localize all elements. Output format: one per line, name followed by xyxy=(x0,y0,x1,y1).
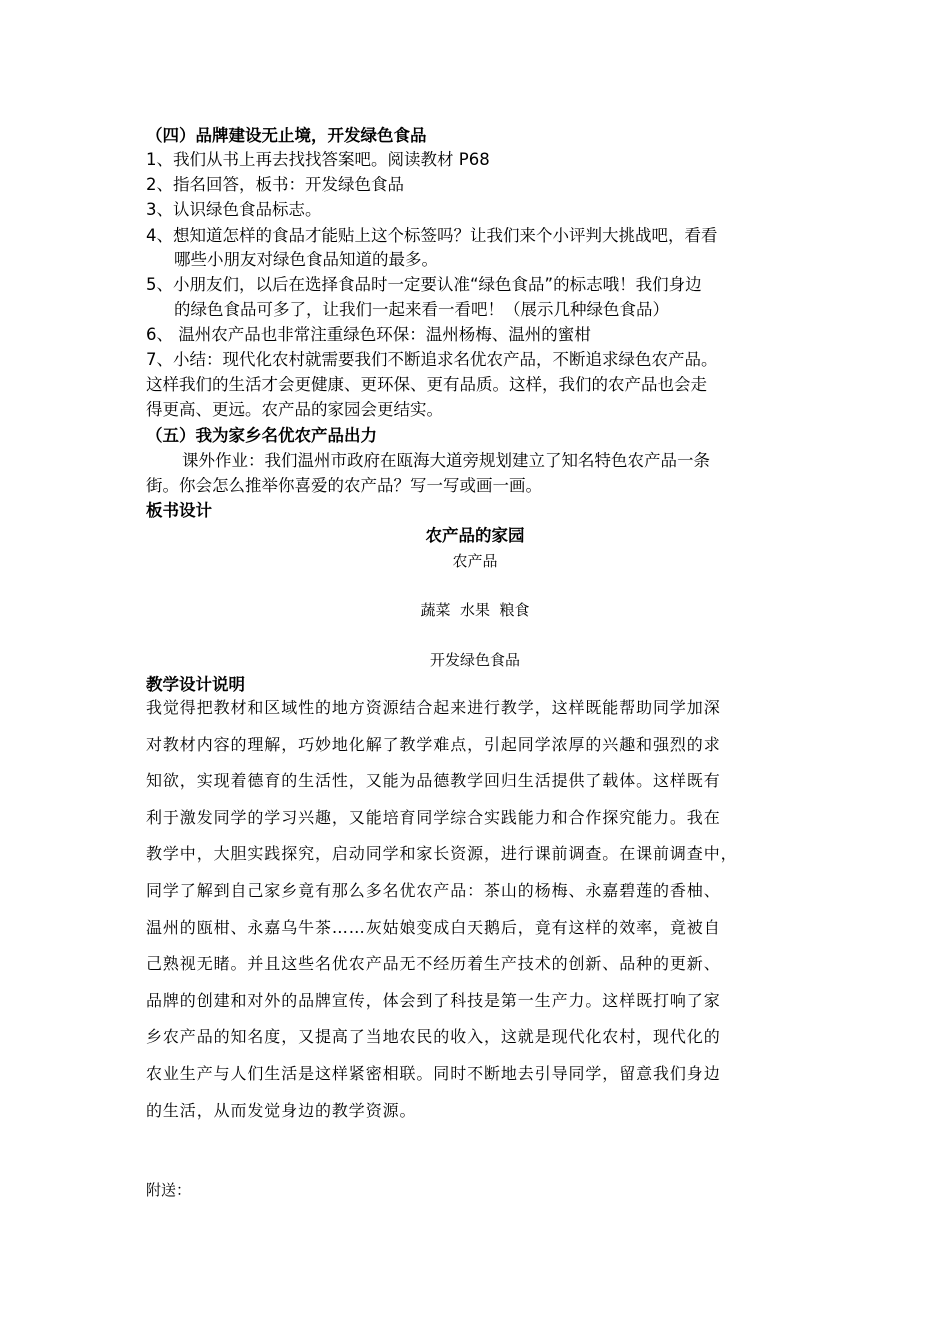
section5-line-1: 课外作业：我们温州市政府在瓯海大道旁规划建立了知名特色农产品一条 xyxy=(182,451,710,470)
design-line: 乡农产品的知名度，又提高了当地农民的收入，这就是现代化农村，现代化的 xyxy=(146,1027,721,1047)
section4-item-2: 2、指名回答，板书：开发绿色食品 xyxy=(146,175,404,194)
design-line: 己熟视无睹。并且这些名优农产品无不经历着生产技术的创新、品种的更新、 xyxy=(146,954,721,974)
design-line: 教学中，大胆实践探究，启动同学和家长资源，进行课前调查。在课前调查中， xyxy=(146,844,738,864)
section4-item-5-cont: 的绿色食品可多了，让我们一起来看一看吧！（展示几种绿色食品） xyxy=(174,300,669,319)
appendix-label: 附送： xyxy=(146,1181,192,1199)
section4-item-7: 7、小结：现代化农村就需要我们不断追求名优农产品，不断追求绿色农产品。 xyxy=(146,350,718,369)
design-line: 对教材内容的理解，巧妙地化解了教学难点，引起同学浓厚的兴趣和强烈的求 xyxy=(146,734,721,754)
section4-item-4: 4、想知道怎样的食品才能贴上这个标签吗？让我们来个小评判大挑战吧，看看 xyxy=(146,226,718,245)
design-line: 温州的瓯柑、永嘉乌牛茶……灰姑娘变成白天鹅后，竟有这样的效率，竟被自 xyxy=(146,917,721,937)
design-line: 同学了解到自己家乡竟有那么多名优农产品：茶山的杨梅、永嘉碧莲的香柚、 xyxy=(146,880,721,900)
design-line: 品牌的创建和对外的品牌宣传，体会到了科技是第一生产力。这样既打响了家 xyxy=(146,990,721,1010)
section4-item-4-cont: 哪些小朋友对绿色食品知道的最多。 xyxy=(174,250,438,269)
design-paragraph xyxy=(146,690,814,1129)
design-heading: 教学设计说明 xyxy=(146,675,245,694)
board-line-2: 蔬菜 水果 粮食 xyxy=(420,601,530,619)
section4-item-5: 5、小朋友们，以后在选择食品时一定要认准“绿色食品”的标志哦！我们身边 xyxy=(146,275,702,294)
section4-item-7-cont2: 得更高、更远。农产品的家园会更结实。 xyxy=(146,400,443,419)
board-heading: 板书设计 xyxy=(146,501,212,520)
section4-item-1: 1、我们从书上再去找找答案吧。阅读教材 P68 xyxy=(146,150,490,169)
design-line: 农业生产与人们生活是这样紧密相联。同时不断地去引导同学，留意我们身边 xyxy=(146,1063,721,1083)
board-line-1: 农产品 xyxy=(452,552,498,570)
section4-item-6: 6、 温州农产品也非常注重绿色环保：温州杨梅、温州的蜜柑 xyxy=(146,325,591,344)
section4-item-7-cont1: 这样我们的生活才会更健康、更环保、更有品质。这样，我们的农产品也会走 xyxy=(146,375,707,394)
design-line: 知欲，实现着德育的生活性，又能为品德教学回归生活提供了载体。这样既有 xyxy=(146,771,721,791)
section4-item-3: 3、认识绿色食品标志。 xyxy=(146,200,322,219)
section4-title: （四）品牌建设无止境，开发绿色食品 xyxy=(146,126,427,145)
design-line: 的生活，从而发觉身边的教学资源。 xyxy=(146,1100,417,1120)
design-line: 我觉得把教材和区域性的地方资源结合起来进行教学，这样既能帮助同学加深 xyxy=(146,698,721,717)
section5-title: （五）我为家乡名优农产品出力 xyxy=(146,426,377,445)
section5-line-2: 街。你会怎么推举你喜爱的农产品？写一写或画一画。 xyxy=(146,476,542,495)
design-line: 利于激发同学的学习兴趣，又能培育同学综合实践能力和合作探究能力。我在 xyxy=(146,807,721,827)
board-line-3: 开发绿色食品 xyxy=(429,651,520,669)
board-title: 农产品的家园 xyxy=(425,526,525,545)
